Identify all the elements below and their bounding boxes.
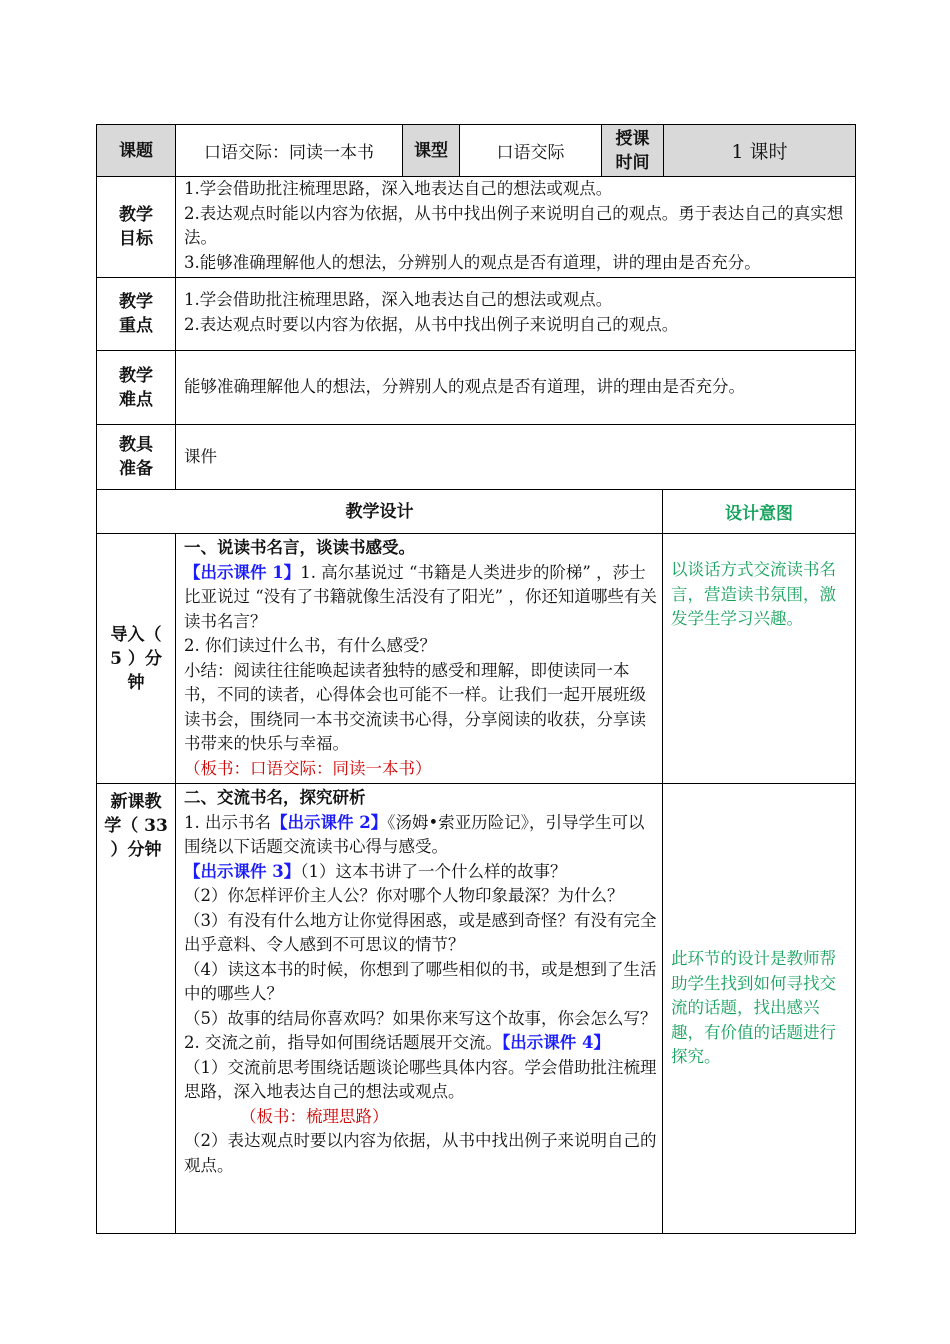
lesson-plan-table [96, 124, 856, 1234]
intro-summary: 小结：阅读往往能唤起读者独特的感受和理解，即使读同一本书，不同的读者，心得体会也可能不一样。让我们一起开展班级读书会，围绕同一本书交流读书心得，分享阅读的收获，分享读书带来的快乐与幸福。 [184, 660, 646, 753]
header-row [97, 125, 856, 177]
key-point-item: 1.学会借助批注梳理思路，深入地表达自己的想法或观点。 [184, 290, 613, 309]
new-lesson-q5: （5）故事的结局你喜欢吗？如果你来写这个故事，你会怎么写？ [184, 1008, 657, 1028]
intro-content [176, 534, 663, 784]
new-lesson-q2: （2）你怎样评价主人公？你对哪个人物印象最深？为什么？ [184, 886, 624, 905]
new-lesson-p1-pre: 1. 出示书名 [184, 812, 271, 832]
new-lesson-label: 新课教学（ 33 ）分钟 [97, 784, 176, 1234]
intro-q1 [184, 561, 660, 635]
intro-intent: 以谈话方式交流读书名言，营造读书氛围，激发学生学习兴趣。 [663, 534, 856, 784]
goals-label: 教学目标 [97, 177, 176, 278]
difficulties-row [97, 351, 856, 425]
new-lesson-content [176, 784, 663, 1234]
intro-label: 导入（ 5 ）分钟 [97, 534, 176, 784]
design-header-row [97, 490, 856, 534]
new-lesson-p2-post: （1）这本书讲了一个什么样的故事？ [300, 861, 567, 881]
new-lesson-q3: （3）有没有什么地方让你觉得困惑，或是感到奇怪？有没有完全出乎意料、令人感到不可思议的情节？ [184, 910, 657, 954]
new-lesson-s2: （2）表达观点时要以内容为依据，从书中找出例子来说明自己的观点。 [184, 1131, 657, 1175]
new-lesson-intent: 此环节的设计是教师帮助学生找到如何寻找交流的话题，找出感兴趣，有价值的话题进行探究。 [663, 784, 856, 1234]
type-value: 口语交际 [460, 125, 602, 177]
goal-item: 3.能够准确理解他人的想法，分辨别人的观点是否有道理，讲的理由是否充分。 [184, 252, 761, 272]
materials-row [97, 425, 856, 490]
key-points-row [97, 278, 856, 351]
key-points-label: 教学重点 [97, 278, 176, 351]
type-label: 课型 [403, 125, 460, 177]
goal-item: 1.学会借助批注梳理思路，深入地表达自己的想法或观点。 [184, 179, 613, 198]
key-points-content [176, 278, 856, 351]
key-point-item: 2.表达观点时要以内容为依据，从书中找出例子来说明自己的观点。 [184, 314, 679, 334]
courseware-tag: 【出示课件 4】 [502, 1033, 610, 1052]
goals-content [176, 177, 856, 278]
new-lesson-heading: 二、交流书名，探究研析 [184, 788, 366, 807]
goals-row [97, 177, 856, 278]
new-lesson-p3 [184, 1031, 660, 1056]
time-label: 授课时间 [602, 125, 664, 177]
intro-q2: 2. 你们读过什么书，有什么感受？ [184, 636, 436, 655]
materials-label: 教具准备 [97, 425, 176, 490]
time-value: 1 课时 [664, 125, 856, 177]
courseware-tag: 【出示课件 3】 [184, 861, 301, 881]
new-lesson-s1: （1）交流前思考围绕话题谈论哪些具体内容。学会借助批注梳理思路，深入地表达自己的想法或观点。 [184, 1057, 657, 1101]
topic-label: 课题 [97, 125, 176, 177]
difficulties-content: 能够准确理解他人的想法，分辨别人的观点是否有道理，讲的理由是否充分。 [176, 351, 856, 425]
new-lesson-p1-post: 《汤姆•索亚历险记》，引导学生可以围绕以下话题交流读书心得与感受。 [184, 812, 645, 856]
materials-content: 课件 [176, 425, 856, 490]
courseware-tag: 【出示课件 2】 [271, 812, 388, 832]
intro-heading: 一、说读书名言，谈读书感受。 [184, 538, 415, 557]
design-heading: 教学设计 [97, 490, 663, 534]
courseware-tag: 【出示课件 1】 [184, 562, 301, 582]
new-lesson-row [97, 784, 856, 1234]
intro-row [97, 534, 856, 784]
intent-heading: 设计意图 [663, 490, 856, 534]
goal-item: 2.表达观点时能以内容为依据，从书中找出例子来说明自己的观点。勇于表达自己的真实想法。 [184, 203, 844, 247]
new-lesson-q4: （4）读这本书的时候，你想到了哪些相似的书，或是想到了生活中的哪些人？ [184, 959, 657, 1003]
new-lesson-p1 [184, 811, 660, 860]
intro-q1-text: 1. 高尔基说过 “书籍是人类进步的阶梯” ，莎士比亚说过 “没有了书籍就像生活没有了阳光” ，你还知道哪些有关读书名言？ [184, 562, 657, 631]
difficulties-label: 教学难点 [97, 351, 176, 425]
new-lesson-p3-pre: 2. 交流之前，指导如何围绕话题展开交流。 [184, 1033, 502, 1052]
new-lesson-p2 [184, 860, 660, 885]
new-lesson-board-note: （板书：梳理思路） [240, 1106, 389, 1126]
intro-board-note: （板书：口语交际：同读一本书） [184, 758, 432, 778]
topic-value: 口语交际：同读一本书 [176, 125, 403, 177]
